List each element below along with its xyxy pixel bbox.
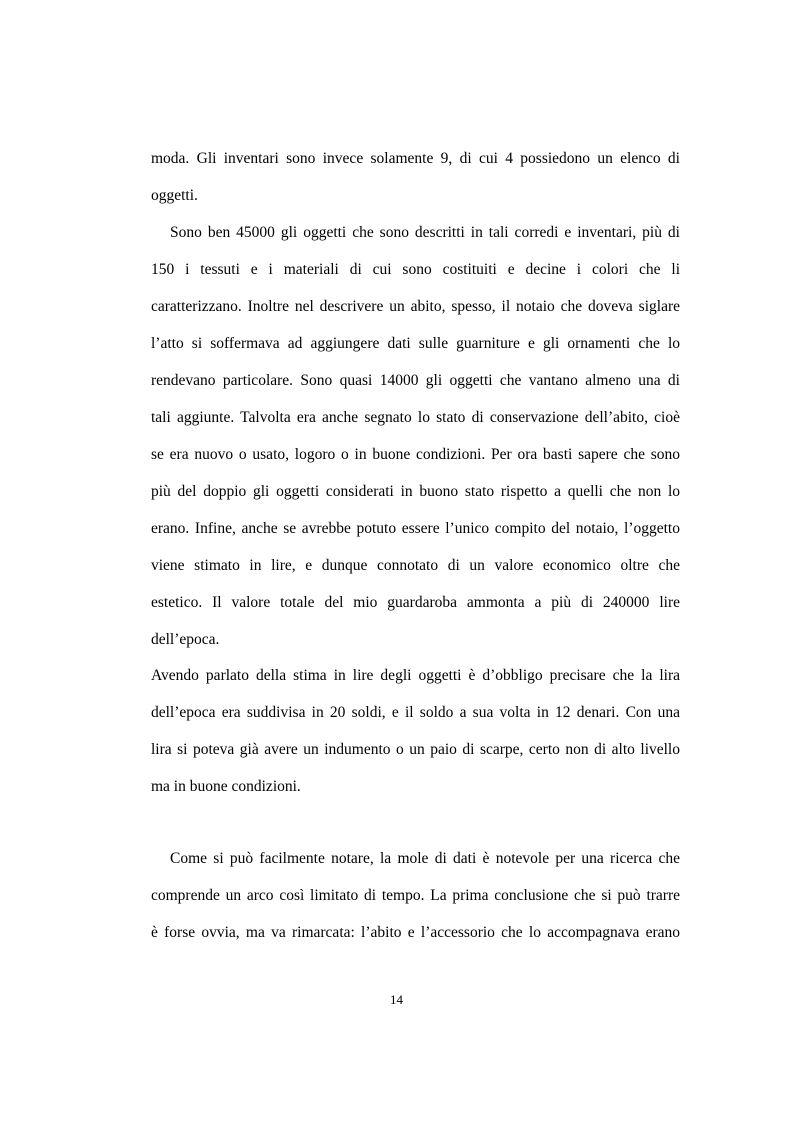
text-line: tali aggiunte. Talvolta era anche segnato lo stato di conservazione dell’abito, cioè [151,409,680,426]
text-line: lira si poteva già avere un indumento o un paio di scarpe, certo non di alto livello [151,741,680,758]
text-line: ma in buone condizioni. [151,778,301,795]
text-line: Sono ben 45000 gli oggetti che sono descritti in tali corredi e inventari, più di [170,224,680,241]
text-line: estetico. Il valore totale del mio guardaroba ammonta a più di 240000 lire [151,594,680,611]
text-line: Avendo parlato della stima in lire degli oggetti è d’obbligo precisare che la lira [151,667,680,684]
text-line: viene stimato in lire, e dunque connotato di un valore economico oltre che [151,557,680,574]
page-number: 14 [390,992,403,1007]
text-line: Come si può facilmente notare, la mole di dati è notevole per una ricerca che [170,850,680,867]
text-line: erano. Infine, anche se avrebbe potuto essere l’unico compito del notaio, l’oggetto [151,520,680,537]
text-line: 150 i tessuti e i materiali di cui sono costituiti e decine i colori che li [151,261,680,278]
text-line: rendevano particolare. Sono quasi 14000 gli oggetti che vantano almeno una di [151,372,680,389]
text-line: l’atto si soffermava ad aggiungere dati sulle guarniture e gli ornamenti che lo [151,335,680,352]
text-line: è forse ovvia, ma va rimarcata: l’abito e l’accessorio che lo accompagnava erano [151,924,680,941]
text-line: moda. Gli inventari sono invece solamente 9, di cui 4 possiedono un elenco di [151,150,680,167]
text-line: comprende un arco così limitato di tempo. La prima conclusione che si può trarre [151,887,680,904]
text-line: se era nuovo o usato, logoro o in buone condizioni. Per ora basti sapere che sono [151,446,680,463]
text-line: più del doppio gli oggetti considerati in buono stato rispetto a quelli che non lo [151,483,680,500]
text-line: dell’epoca. [151,631,220,648]
text-line: dell’epoca era suddivisa in 20 soldi, e il soldo a sua volta in 12 denari. Con una [151,704,680,721]
text-line: oggetti. [151,187,198,204]
text-line: caratterizzano. Inoltre nel descrivere un abito, spesso, il notaio che doveva siglare [151,298,680,315]
